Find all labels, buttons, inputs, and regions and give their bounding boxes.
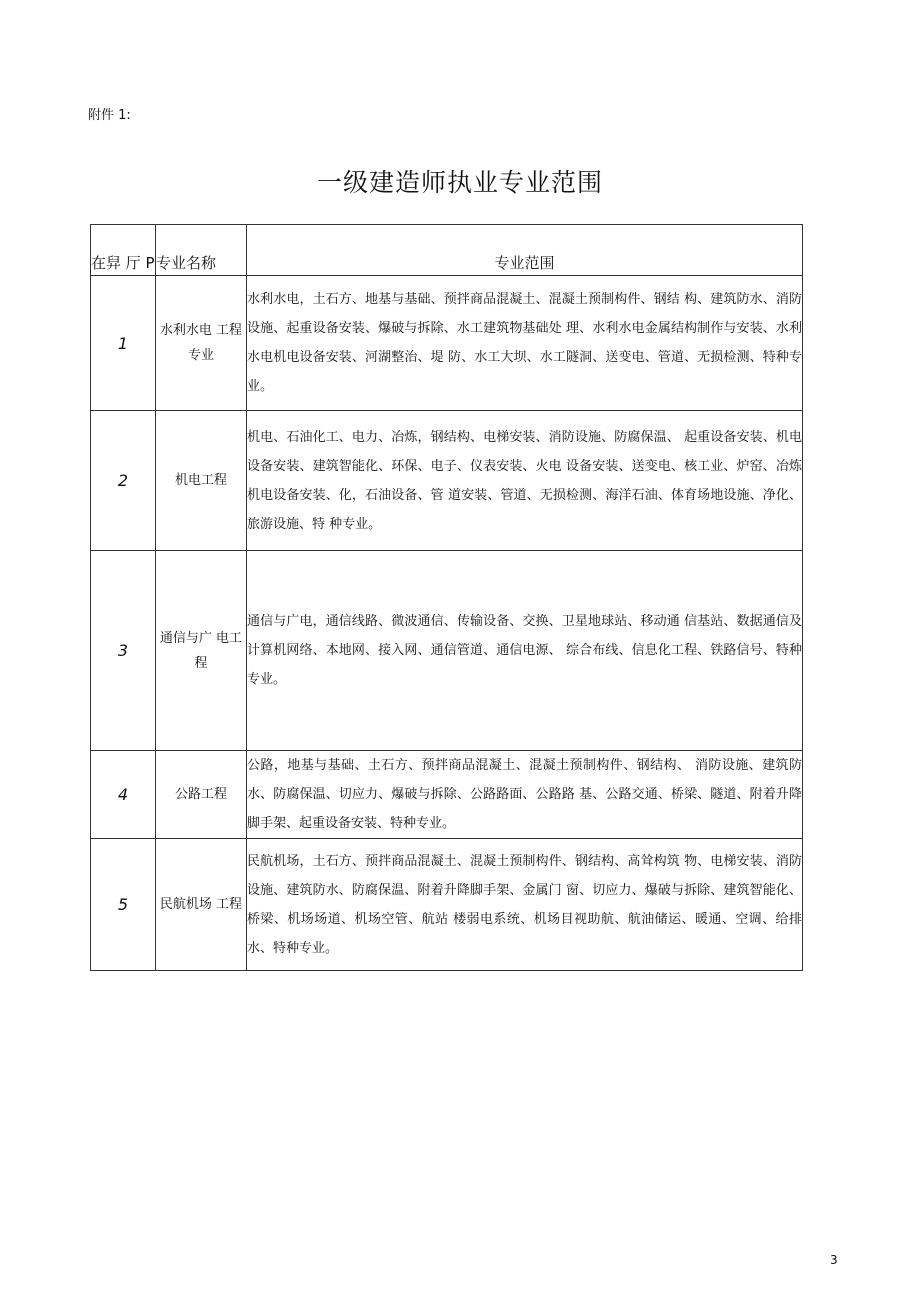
- specialty-scope: 民航机场，土石方、预拌商品混凝土、混凝土预制构件、钢结构、高耸构筑 物、电梯安装、消防设施、建筑防水、防腐保温、附着升降脚手架、金属门 窗、切应力、爆破与拆除、建筑智能化、桥梁、机场场道、机场空管、航站 楼弱电系统、机场目视助航、航油储运、暖通、空调、给排水、特种专业。: [247, 839, 803, 971]
- table-row: [91, 411, 803, 551]
- header-specialty-scope: 专业范围: [247, 225, 803, 276]
- row-number: 2: [91, 411, 156, 551]
- header-specialty-name: 专业名称: [156, 225, 247, 276]
- table-row: [91, 551, 803, 751]
- row-number: 5: [91, 839, 156, 971]
- row-number: 1: [91, 276, 156, 411]
- specialty-scope-table: [90, 224, 803, 971]
- specialty-name: 民航机场 工程: [156, 839, 247, 971]
- specialty-name: 机电工程: [156, 411, 247, 551]
- specialty-scope: 通信与广电，通信线路、微波通信、传输设备、交换、卫星地球站、移动通 信基站、数据通信及计算机网络、本地网、接入网、通信管道、通信电源、 综合布线、信息化工程、铁路信号、特种专业。: [247, 551, 803, 751]
- specialty-scope: 机电、石油化工、电力、冶炼，钢结构、电梯安装、消防设施、防腐保温、 起重设备安装、机电设备安装、建筑智能化、环保、电子、仪表安装、火电 设备安装、送变电、核工业、炉窑、冶炼机电设备安装、化，石油设备、管 道安装、管道、无损检测、海洋石油、体育场地设施、净化、旅游设施、特 种专业。: [247, 411, 803, 551]
- header-number: 在舁 厅 P: [91, 225, 156, 276]
- table-row: [91, 839, 803, 971]
- document-title: 一级建造师执业专业范围: [316, 168, 603, 197]
- table-row: [91, 751, 803, 839]
- specialty-scope: 公路，地基与基础、土石方、预拌商品混凝土、混凝土预制构件、钢结构、 消防设施、建筑防水、防腐保温、切应力、爆破与拆除、公路路面、公路路 基、公路交通、桥梁、隧道、附着升降脚手架、起重设备安装、特种专业。: [247, 751, 803, 839]
- attachment-label: 附件 1:: [88, 108, 131, 123]
- table-row: [91, 276, 803, 411]
- page-number: 3: [830, 1253, 838, 1267]
- row-number: 3: [91, 551, 156, 751]
- specialty-name: 通信与广 电工程: [156, 551, 247, 751]
- specialty-name: 水利水电 工程专业: [156, 276, 247, 411]
- table-header-row: [91, 225, 803, 276]
- specialty-scope: 水利水电，土石方、地基与基础、预拌商品混凝土、混凝土预制构件、钢结 构、建筑防水、消防设施、起重设备安装、爆破与拆除、水工建筑物基础处 理、水利水电金属结构制作与安装、水利水电机电设备安装、河湖整治、堤 防、水工大坝、水工隧洞、送变电、管道、无损检测、特种专业。: [247, 276, 803, 411]
- row-number: 4: [91, 751, 156, 839]
- specialty-name: 公路工程: [156, 751, 247, 839]
